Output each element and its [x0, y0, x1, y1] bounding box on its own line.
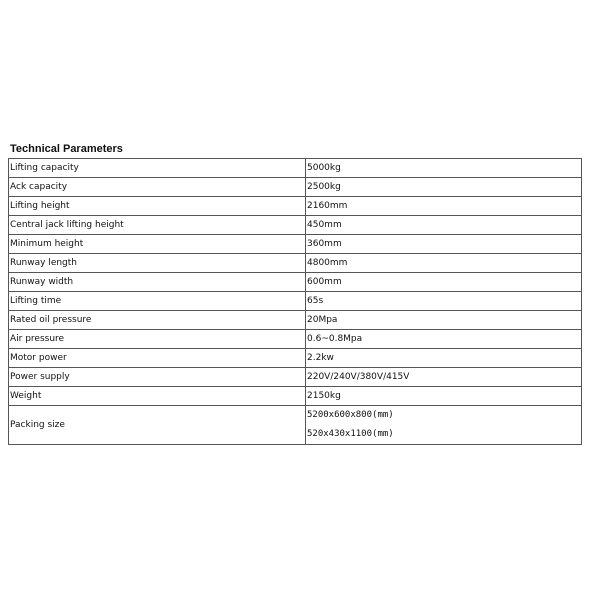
- table-row: [9, 178, 582, 197]
- param-label: Rated oil pressure: [9, 311, 306, 330]
- technical-parameters-table: [8, 158, 582, 445]
- table-row: [9, 330, 582, 349]
- param-label: Ack capacity: [9, 178, 306, 197]
- param-label: Lifting time: [9, 292, 306, 311]
- param-label: Air pressure: [9, 330, 306, 349]
- table-row: [9, 368, 582, 387]
- table-row: [9, 159, 582, 178]
- param-label: Packing size: [9, 406, 306, 445]
- param-value: 20Mpa: [306, 311, 582, 330]
- table-row: [9, 292, 582, 311]
- param-label: Lifting capacity: [9, 159, 306, 178]
- param-value: 360mm: [306, 235, 582, 254]
- param-value: 220V/240V/380V/415V: [306, 368, 582, 387]
- table-row: [9, 349, 582, 368]
- param-value: 0.6~0.8Mpa: [306, 330, 582, 349]
- table-row: [9, 311, 582, 330]
- param-label: Lifting height: [9, 197, 306, 216]
- packing-size-value: 520x430x1100(mm): [307, 429, 394, 439]
- param-value-group: [306, 406, 582, 445]
- param-value: 5000kg: [306, 159, 582, 178]
- param-label: Motor power: [9, 349, 306, 368]
- param-value: 2160mm: [306, 197, 582, 216]
- table-row: [9, 273, 582, 292]
- param-label: Runway width: [9, 273, 306, 292]
- table-row-packing-size: [9, 406, 582, 445]
- param-label: Runway length: [9, 254, 306, 273]
- table-row: [9, 197, 582, 216]
- param-value: 65s: [306, 292, 582, 311]
- param-value: 2500kg: [306, 178, 582, 197]
- packing-size-value: 5200x600x800(mm): [307, 410, 394, 420]
- section-title: Technical Parameters: [10, 143, 123, 155]
- param-label: Central jack lifting height: [9, 216, 306, 235]
- table-row: [9, 254, 582, 273]
- param-value: 4800mm: [306, 254, 582, 273]
- table-row: [9, 216, 582, 235]
- param-value: 450mm: [306, 216, 582, 235]
- param-value: 2150kg: [306, 387, 582, 406]
- param-label: Power supply: [9, 368, 306, 387]
- param-label: Weight: [9, 387, 306, 406]
- param-value: 2.2kw: [306, 349, 582, 368]
- table-row: [9, 235, 582, 254]
- param-value: 600mm: [306, 273, 582, 292]
- table-row: [9, 387, 582, 406]
- param-label: Minimum height: [9, 235, 306, 254]
